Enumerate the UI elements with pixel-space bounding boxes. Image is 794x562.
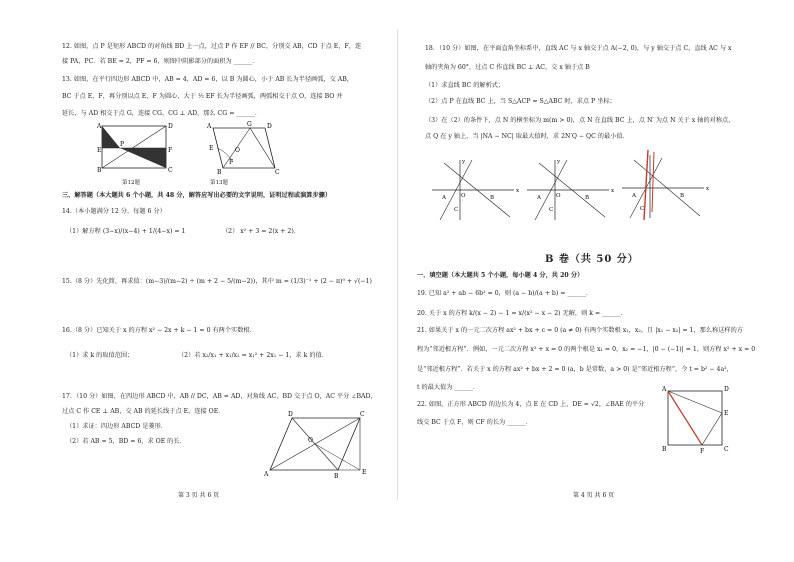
svg-text:O: O xyxy=(461,193,466,199)
svg-text:F: F xyxy=(229,159,234,166)
svg-text:x: x xyxy=(516,188,520,194)
svg-text:A: A xyxy=(662,386,667,393)
q17-part1: （1）求证：四边形 ABCD 是菱形． xyxy=(66,423,167,430)
svg-text:C: C xyxy=(168,167,173,174)
svg-text:C: C xyxy=(275,169,280,176)
q21-line1: 21. 如果关于 x 的一元二次方程 ax² + bx + c = 0 (a ≠ 0) 有两个实数根 x₁，x₂，且 |x₁ − x₂| = 1，那么称这样的方 xyxy=(417,327,743,334)
right-page xyxy=(397,0,794,562)
svg-text:B: B xyxy=(490,195,495,201)
section-1-heading: 一、填空题（本大题共 5 个小题，每小题 4 分，共 20 分） xyxy=(417,272,584,279)
q18-line1: 18．（10 分）如图，在平面直角坐标系中，直线 AC 与 x 轴交于点 A(−2, 0)，与 y 轴交于点 C，直线 AC 与 x xyxy=(425,45,732,52)
svg-text:y: y xyxy=(557,159,561,165)
q19: 19. 已知 a² + ab − 6b² = 0，则 (a − b)/(a + b) = ______． xyxy=(417,290,593,297)
svg-text:B: B xyxy=(585,195,590,201)
svg-text:O: O xyxy=(308,437,313,444)
svg-text:G: G xyxy=(247,121,252,128)
svg-text:A: A xyxy=(264,471,269,478)
q18-part3-cont: 点 Q 在 y 轴上，当 |NA − NC| 取最大值时，求 2N′Q − QC 的最小值． xyxy=(425,133,629,140)
svg-text:F: F xyxy=(168,147,173,154)
svg-text:A: A xyxy=(207,123,212,130)
caption-q13: 第13题 xyxy=(210,180,228,186)
svg-text:D: D xyxy=(267,123,272,130)
svg-text:E: E xyxy=(724,410,729,417)
svg-text:C: C xyxy=(360,411,365,418)
part-b-title: B 卷（共 50 分） xyxy=(545,254,639,265)
svg-text:A: A xyxy=(97,123,102,130)
q17-line1: 17．（10 分）如图，在四边形 ABCD 中，AB // DC，AB = AD，对角线 AC，BD 交于点 O，AC 平分 ∠BAD， xyxy=(62,393,377,400)
q21-line3: 是“邻近根方程”．若关于 x 的方程 ax² + bx + 2 = 0 (a，b 是常数，a > 0) 是“邻近根方程”，令 t = b² − 4a²， xyxy=(417,366,733,373)
svg-text:B: B xyxy=(680,193,685,199)
figure-q18-c xyxy=(622,150,717,225)
page-footer-right: 第 4 页 共 6 页 xyxy=(573,492,615,499)
q16: 16.（8 分）已知关于 x 的方程 x² − 2x + k − 1 = 0 有两个实数根． xyxy=(62,327,256,334)
svg-text:D: D xyxy=(724,386,729,393)
q18-part1: （1）求直线 BC 的解析式； xyxy=(425,82,505,89)
figure-q12 xyxy=(97,122,180,174)
svg-text:O: O xyxy=(235,147,240,154)
svg-text:A: A xyxy=(537,195,541,201)
svg-text:E: E xyxy=(209,145,214,152)
svg-text:y: y xyxy=(462,159,466,165)
q17-part2: （2）若 AB = 5，BD = 6，求 OE 的长． xyxy=(66,438,186,445)
q17-line2: 过点 C 作 CE ⊥ AB，交 AB 的延长线于点 E，连接 OE． xyxy=(62,408,225,415)
svg-text:B: B xyxy=(662,446,667,453)
q14-part1: （1）解方程 (3−x)/(x−4) + 1/(4−x) = 1 xyxy=(66,228,186,235)
q18-line2: 轴的夹角为 60°，过点 C 作直线 BC ⊥ AC，交 x 轴于点 B xyxy=(425,64,590,71)
q14-heading: 14.（本小题满分 12 分，每题 6 分） xyxy=(62,208,166,215)
svg-text:x: x xyxy=(611,188,615,194)
svg-text:C: C xyxy=(549,207,554,213)
q22-line2: 线交 BC 于点 F，则 CF 的长为 ______． xyxy=(417,419,532,426)
q21-line4: t 的最大值为 ______． xyxy=(417,384,480,391)
figure-q18-a xyxy=(432,155,527,225)
q18-part2: （2）点 P 在直线 BC 上，当 S△ACP = S△ABC 时，求点 P 坐标； xyxy=(425,98,616,105)
svg-text:O: O xyxy=(556,193,561,199)
svg-text:A: A xyxy=(442,195,446,201)
svg-text:D: D xyxy=(168,123,173,130)
figure-q17 xyxy=(262,412,382,482)
svg-text:B: B xyxy=(97,167,102,174)
svg-text:P: P xyxy=(120,141,125,148)
svg-text:D: D xyxy=(288,411,293,418)
figure-q22 xyxy=(662,385,737,455)
q14-part2: （2） x² + 3 = 2(x + 2)． xyxy=(222,228,300,235)
svg-text:E: E xyxy=(362,469,367,476)
figure-q18-b xyxy=(527,155,622,225)
q16-part2: （2）若 x₂/x₁ + x₁/x₂ = x₁² + 2x₁ − 1，求 k 的值． xyxy=(178,352,328,359)
svg-text:C: C xyxy=(640,206,645,212)
caption-q12: 第12题 xyxy=(122,180,140,186)
svg-text:B: B xyxy=(334,473,339,480)
q15: 15.（8 分）先化简，再求值：(m−3)/(m−2) ÷ (m + 2 − 5/(m−2))，其中 m = (1/3)⁻¹ + (2 − π)⁰ + √(−1) xyxy=(62,278,372,285)
svg-text:A: A xyxy=(632,193,636,199)
q13-line2: BC 于点 E，F，再分别以点 E，F 为圆心，大于 ½ EF 长为半径画弧，两弧相交于点 O，连接 BO 并 xyxy=(62,93,343,100)
q20: 20. 关于 x 的方程 k/(x − 2) − 1 = x/(x² − x − 2) 无解，则 k = ______． xyxy=(417,310,627,317)
q18-part3: （3）在（2）的条件下，点 N 的横坐标为 m(m > 0)，点 N 在直线 BC 上，点 N′ 为点 N 关于 x 轴的对称点， xyxy=(425,117,735,124)
svg-text:C: C xyxy=(724,446,729,453)
svg-text:C: C xyxy=(454,207,459,213)
svg-text:x: x xyxy=(706,186,710,192)
q12-line1: 12. 如图，点 P 是矩形 ABCD 的对角线 BD 上一点，过点 P 作 EF // BC，分别交 AB，CD 于点 E，F，连 xyxy=(62,43,362,50)
q12-line2: 接 PA，PC．若 BE = 2，PF = 6，则图中阴影部分的面积为 ______． xyxy=(62,58,259,65)
q16-part1: （1）求 k 的取值范围； xyxy=(66,352,134,359)
section-3-heading: 三、解答题（本大题共 6 个小题，共 48 分，解答应写出必要的文字说明，证明过程或演算步骤） xyxy=(62,192,332,199)
svg-text:B: B xyxy=(217,169,222,176)
q21-line2: 程为“邻近根方程”．例如，一元二次方程 x² + x = 0 的两个根是 x₁ = 0，x₂ = −1，|0 − (−1)| = 1，则方程 x² + x = 0 xyxy=(417,346,756,353)
svg-text:F: F xyxy=(700,448,705,455)
figure-q13 xyxy=(205,121,285,176)
page-footer-left: 第 3 页 共 6 页 xyxy=(178,492,220,499)
svg-text:E: E xyxy=(97,147,102,154)
q22-line1: 22. 如图，正方形 ABCD 的边长为 4，点 E 在 CD 上，DE = √2，∠BAE 的平分 xyxy=(417,401,645,408)
q13-line3: 延长，与 AD 相交于点 G，连接 CG，CG ⊥ AD，那么 CG = ______． xyxy=(62,110,262,117)
q13-line1: 13. 如图，在平行四边形 ABCD 中，AB = 4，AD = 6，以 B 为圆心，小于 AB 长为半径画弧，交 AB， xyxy=(62,76,353,83)
